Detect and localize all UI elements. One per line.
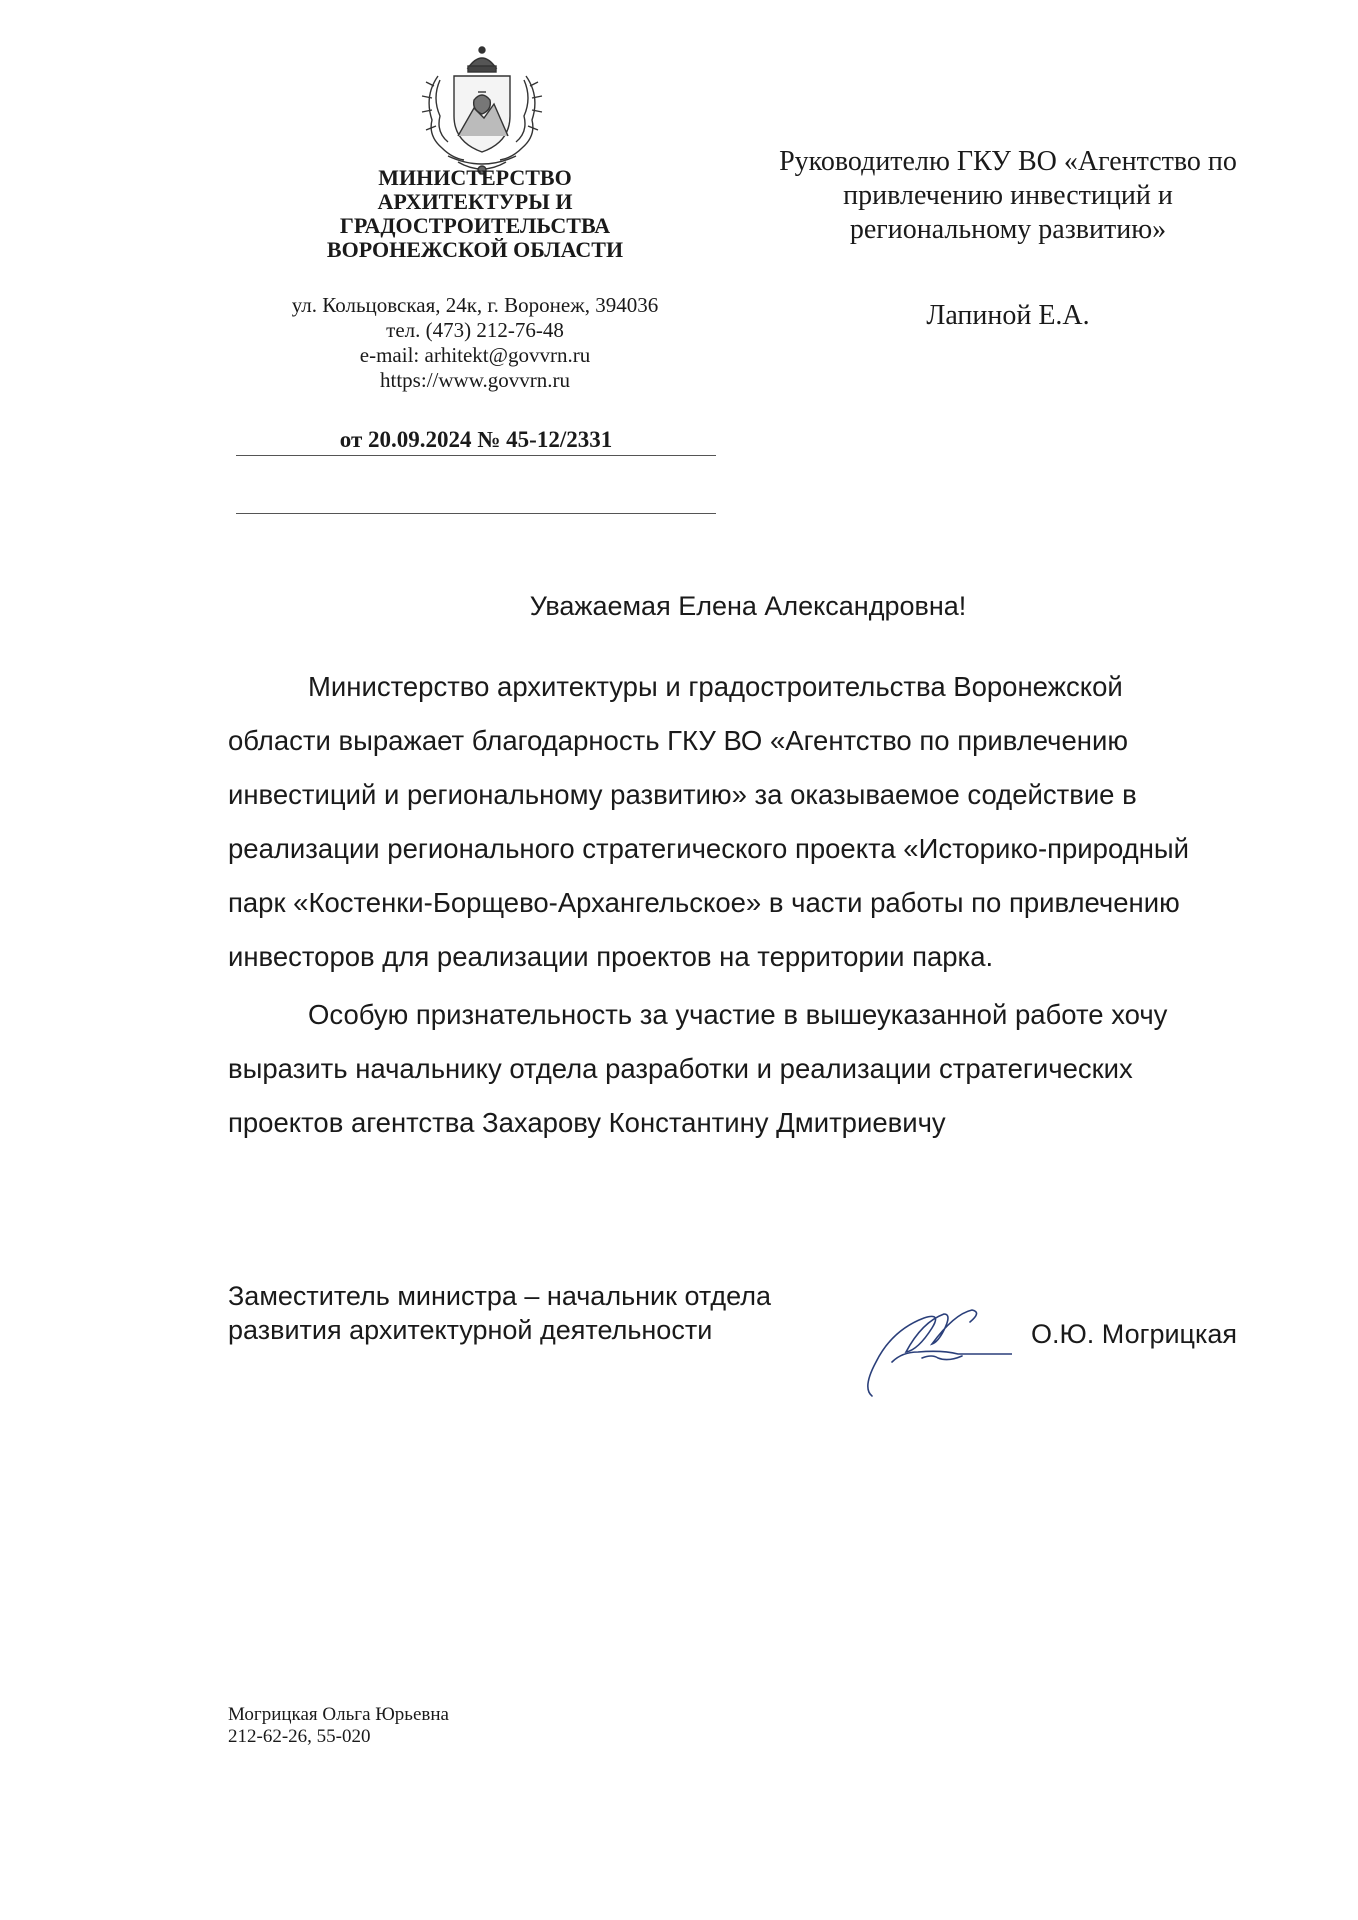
ministry-line-4: ВОРОНЕЖСКОЙ ОБЛАСТИ [326, 237, 624, 262]
ministry-line-3: ГРАДОСТРОИТЕЛЬСТВА [339, 213, 611, 238]
divider [236, 513, 716, 514]
signatory-name: О.Ю. Могрицкая [1031, 1319, 1238, 1349]
signature-icon [862, 1292, 1012, 1402]
coat-of-arms-icon [418, 46, 546, 178]
ministry-contacts [230, 293, 720, 393]
addressee-line-1: Руководителю ГКУ ВО «Агентство по [779, 146, 1237, 177]
addressee [728, 145, 1288, 247]
paragraph-line: парк «Костенки-Борщево-Архангельское» в части работы по привлечению [228, 887, 1180, 918]
addressee-name: Лапиной Е.А. [926, 300, 1090, 331]
executor-info [228, 1704, 449, 1748]
divider [236, 455, 716, 456]
website: https://www.govvrn.ru [380, 368, 570, 392]
addressee-line-2: привлечению инвестиций и [843, 180, 1173, 211]
position-line-2: развития архитектурной деятельности [228, 1315, 713, 1345]
executor-phone: 212-62-26, 55-020 [228, 1726, 371, 1747]
position-line-1: Заместитель министра – начальник отдела [228, 1281, 771, 1311]
registration-number: от 20.09.2024 № 45-12/2331 [339, 427, 613, 452]
phone: тел. (473) 212-76-48 [386, 318, 564, 342]
paragraph-line-text: Министерство архитектуры и градостроительства Воронежской [308, 671, 1123, 702]
address: ул. Кольцовская, 24к, г. Воронеж, 394036 [291, 293, 659, 317]
ministry-name [230, 166, 720, 262]
signatory-position [228, 1279, 771, 1347]
paragraph-line: проектов агентства Захарову Константину Дмитриевичу [228, 1107, 946, 1138]
paragraph-line: Особую признательность за участие в вышеуказанной работе хочу [308, 999, 1168, 1030]
ministry-line-1: МИНИСТЕРСТВО [378, 165, 572, 190]
greeting: Уважаемая Елена Александровна! [529, 591, 967, 621]
paragraph-line: выразить начальнику отдела разработки и реализации стратегических [228, 1053, 1133, 1084]
executor-name: Могрицкая Ольга Юрьевна [228, 1704, 449, 1725]
paragraph-line: области выражает благодарность ГКУ ВО «Агентство по привлечению [228, 725, 1128, 756]
paragraph-line: инвесторов для реализации проектов на территории парка. [228, 941, 994, 972]
ministry-line-2: АРХИТЕКТУРЫ И [377, 189, 573, 214]
email: e-mail: arhitekt@govvrn.ru [359, 343, 591, 367]
paragraph-line [308, 670, 1268, 704]
paragraph-line: реализации регионального стратегического проекта «Историко-природный [228, 833, 1190, 864]
paragraph-line: инвестиций и региональному развитию» за оказываемое содействие в [228, 779, 1137, 810]
addressee-line-3: региональному развитию» [849, 214, 1167, 245]
